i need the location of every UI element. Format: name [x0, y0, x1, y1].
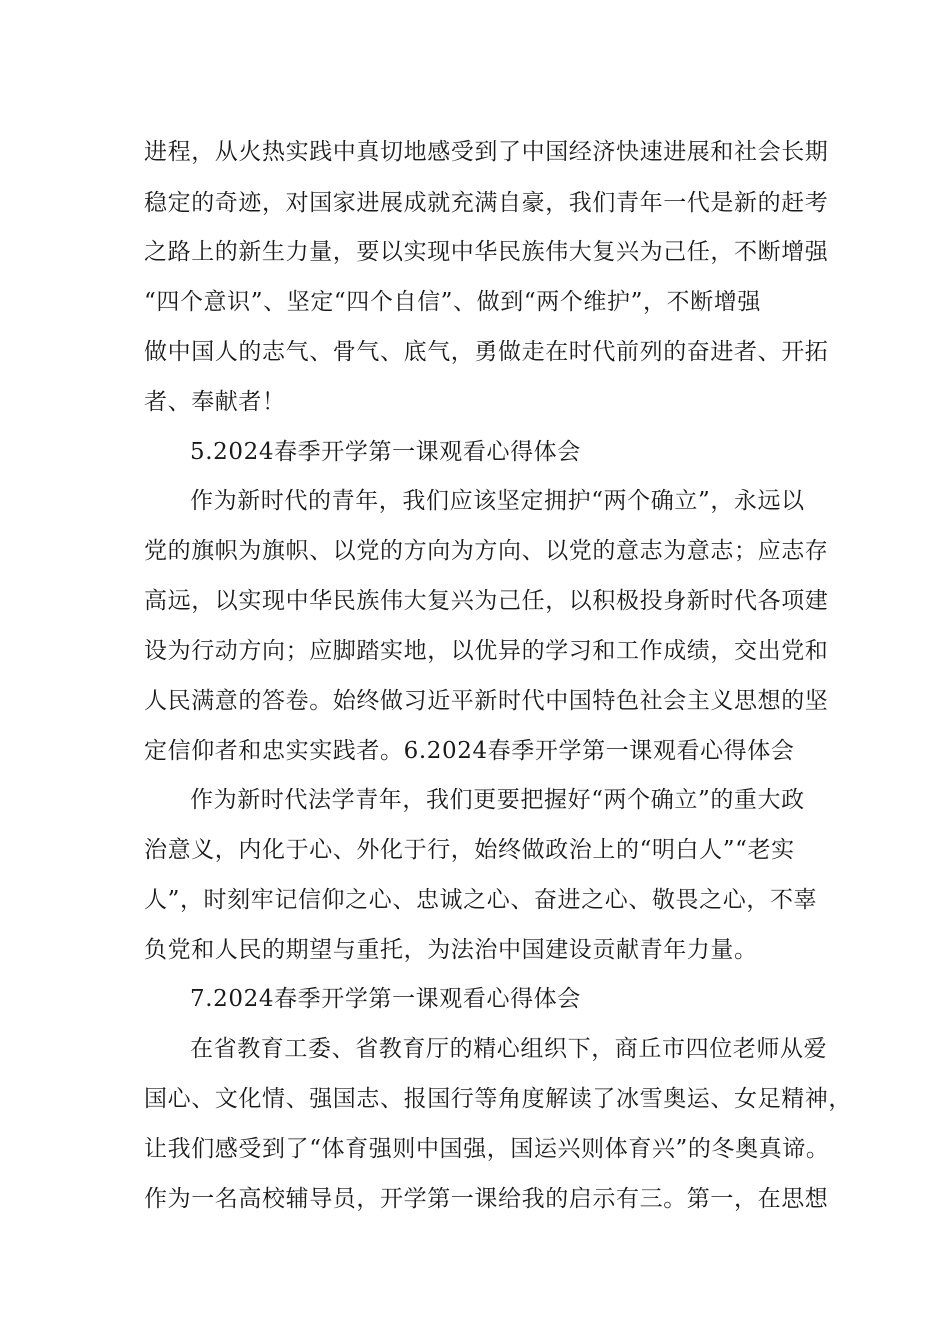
- text-line: 作为一名高校辅导员，开学第一课给我的启示有三。第一，在思想: [144, 1186, 829, 1212]
- text-line: 设为行动方向；应脚踏实地，以优异的学习和工作成绩，交出党和: [144, 638, 829, 664]
- text-line: 稳定的奇迹，对国家进展成就充满自豪，我们青年一代是新的赶考: [144, 190, 829, 216]
- text-line: 做中国人的志气、骨气、底气，勇做走在时代前列的奋进者、开拓: [144, 339, 829, 365]
- text-line: 让我们感受到了“体育强则中国强，国运兴则体育兴”的冬奥真谛。: [144, 1136, 830, 1162]
- text-line: 人民满意的答卷。始终做习近平新时代中国特色社会主义思想的坚: [144, 688, 829, 714]
- text-line: 作为新时代的青年，我们应该坚定拥护“两个确立”，永远以: [190, 488, 805, 514]
- text-line: 进程，从火热实践中真切地感受到了中国经济快速进展和社会长期: [144, 139, 829, 165]
- text-line: 定信仰者和忠实实践者。6.2024春季开学第一课观看心得体会: [144, 738, 795, 764]
- text-line: “四个意识”、坚定“四个自信”、做到“两个维护”，不断增强: [144, 289, 761, 315]
- text-line: 作为新时代法学青年，我们更要把握好“两个确立”的重大政: [190, 787, 805, 813]
- text-line: 在省教育工委、省教育厅的精心组织下，商丘市四位老师从爱: [190, 1036, 828, 1062]
- section-heading: 5.2024春季开学第一课观看心得体会: [190, 439, 581, 465]
- text-line: 之路上的新生力量，要以实现中华民族伟大复兴为己任，不断增强: [144, 239, 829, 265]
- section-heading: 7.2024春季开学第一课观看心得体会: [190, 986, 581, 1012]
- text-line: 国心、文化情、强国志、报国行等角度解读了冰雪奥运、女足精神，: [144, 1086, 852, 1112]
- text-line: 者、奉献者！: [144, 389, 286, 415]
- text-line: 人”，时刻牢记信仰之心、忠诚之心、奋进之心、敬畏之心，不辜: [144, 887, 818, 913]
- text-line: 负党和人民的期望与重托，为法治中国建设贡献青年力量。: [144, 937, 758, 963]
- text-line: 治意义，内化于心、外化于行，始终做政治上的“明白人”“老实: [144, 837, 795, 863]
- text-line: 党的旗帜为旗帜、以党的方向为方向、以党的意志为意志；应志存: [144, 538, 829, 564]
- text-line: 高远，以实现中华民族伟大复兴为己任，以积极投身新时代各项建: [144, 588, 829, 614]
